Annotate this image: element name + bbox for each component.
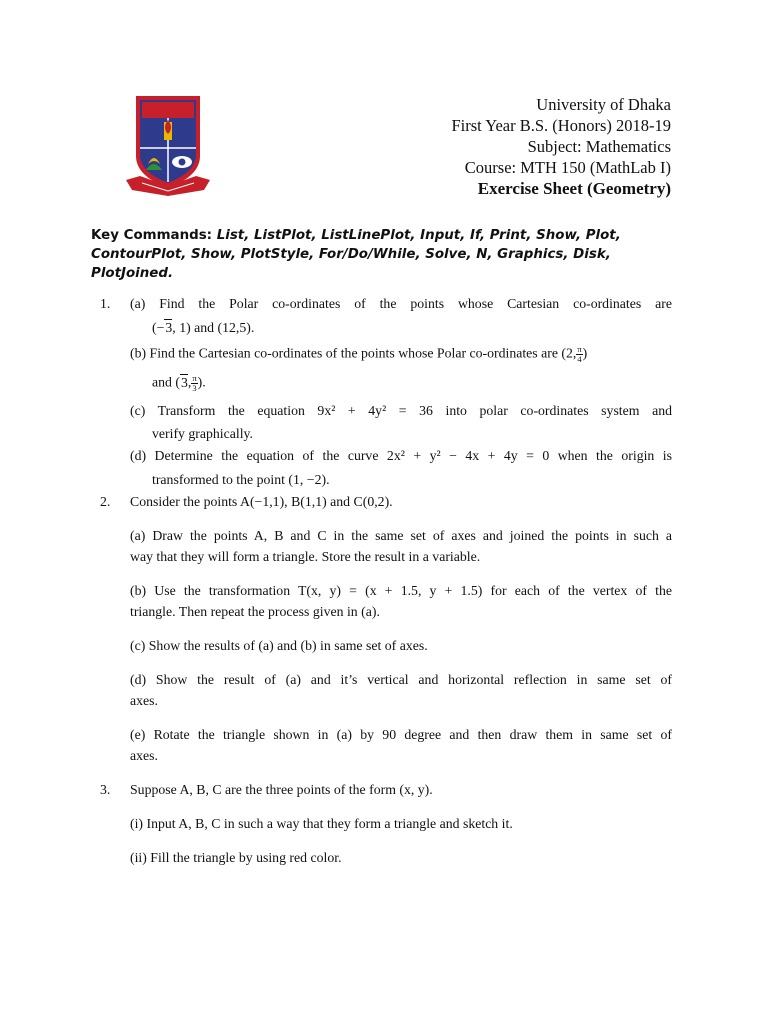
- q2-a-line-2: way that they will form a triangle. Store the result in a variable.: [130, 549, 481, 564]
- q2-b-line-1: (b) Use the transformation T(x, y) = (x + 1.5, y + 1.5) for each of the vertex of the: [130, 583, 672, 598]
- q1-b-line-2: and (3, $\frac{\pi}{3}$ ).: [152, 373, 206, 393]
- q2-d-line-1: (d) Show the result of (a) and it’s vertical and horizontal reflection in same set of: [130, 672, 672, 687]
- q1-c-line-1: (c) Transform the equation 9x² + 4y² = 36 into polar co-ordinates system and: [130, 403, 672, 418]
- q2-a-line-1: (a) Draw the points A, B and C in the same set of axes and joined the points in such a: [130, 528, 672, 543]
- q2-b-line-2: triangle. Then repeat the process given in (a).: [130, 604, 380, 619]
- q1-d-line-1: (d) Determine the equation of the curve 2x² + y² − 4x + 4y = 0 when the origin is: [130, 448, 672, 463]
- sheet-title: Exercise Sheet (Geometry): [477, 179, 671, 198]
- key-commands-list: List, ListPlot, ListLinePlot, Input, If, Print, Show, Plot, ContourPlot, Show, PlotStyle, For/Do/While, Solve, N, Graphics, Disk, PlotJoined.: [91, 228, 621, 281]
- question-number: 1.: [100, 296, 111, 311]
- q2-e-line-2: axes.: [130, 748, 158, 763]
- q1-a-line-1: (a) Find the Polar co-ordinates of the points whose Cartesian co-ordinates are: [130, 296, 672, 311]
- university-name: University of Dhaka: [536, 95, 671, 114]
- course-line: Course: MTH 150 (MathLab I): [464, 158, 671, 177]
- q3-intro: Suppose A, B, C are the three points of the form (x, y).: [130, 782, 433, 797]
- question-number: 3.: [100, 782, 111, 797]
- key-commands: [91, 226, 691, 283]
- q3-i: (i) Input A, B, C in such a way that they form a triangle and sketch it.: [130, 816, 513, 831]
- key-commands-label: Key Commands:: [91, 228, 213, 243]
- program-line: First Year B.S. (Honors) 2018-19: [451, 116, 671, 135]
- q3-ii: (ii) Fill the triangle by using red color.: [130, 850, 342, 865]
- q2-intro: Consider the points A(−1,1), B(1,1) and C(0,2).: [130, 494, 393, 509]
- q1-c-line-2: verify graphically.: [152, 426, 254, 441]
- q2-e-line-1: (e) Rotate the triangle shown in (a) by 90 degree and then draw them in same set of: [130, 727, 672, 742]
- q1-a-line-2: (−3, 1) and (12,5).: [152, 320, 255, 335]
- subject-line: Subject: Mathematics: [527, 137, 671, 156]
- document-header: [451, 94, 671, 199]
- q1-d-line-2: transformed to the point (1, −2).: [152, 472, 330, 487]
- q2-c: (c) Show the results of (a) and (b) in same set of axes.: [130, 638, 428, 653]
- q2-d-line-2: axes.: [130, 693, 158, 708]
- q1-b-line-1: (b) Find the Cartesian co-ordinates of the points whose Polar co-ordinates are (2, $\frac{\pi}{4}$ ): [130, 344, 588, 364]
- question-number: 2.: [100, 494, 111, 509]
- university-logo-emblem: [122, 92, 214, 200]
